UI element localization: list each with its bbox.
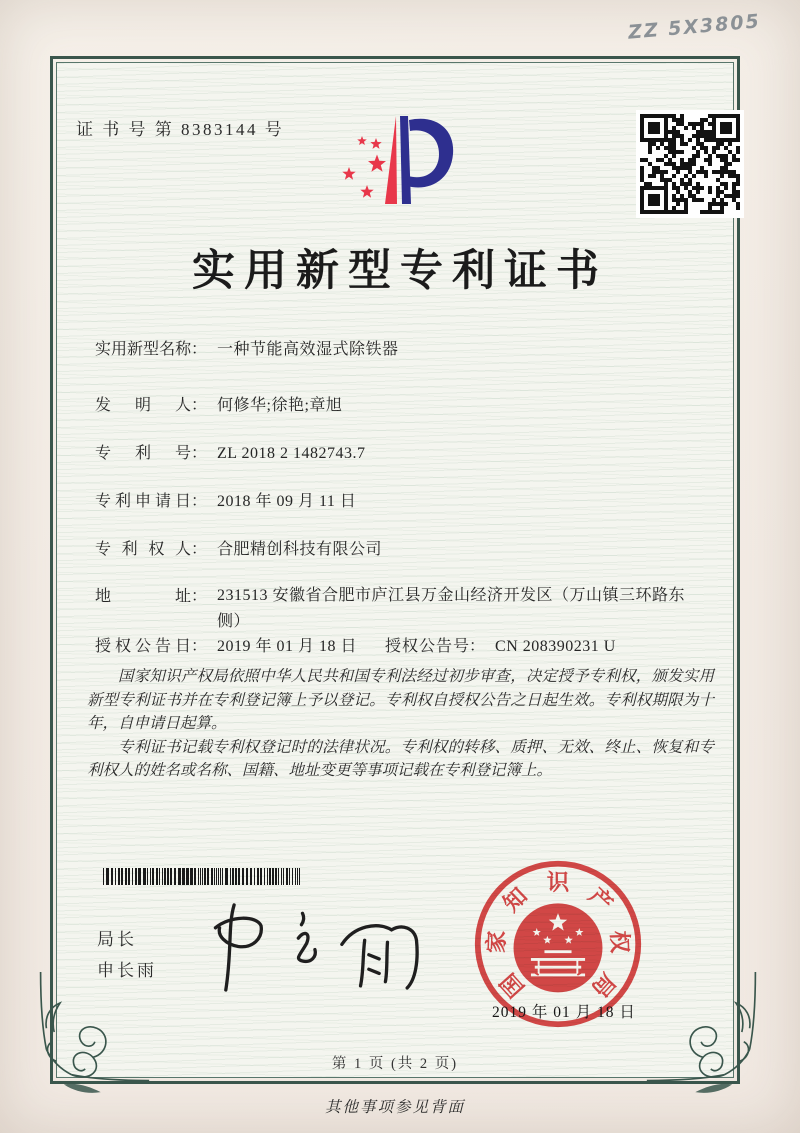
field-value: 2018 年 09 月 11 日 [217, 493, 357, 510]
legal-paragraph-1: 国家知识产权局依照中华人民共和国专利法经过初步审查，决定授予专利权，颁发实用新型专利证书并在专利登记簿上予以登记。专利权自授权公告之日起生效。专利权期限为十年，自申请日起算。 [87, 668, 714, 733]
handwritten-note: ZZ 5X3805 [627, 10, 762, 44]
legal-paragraph-2: 专利证书记载专利权登记时的法律状况。专利权的转移、质押、无效、终止、恢复和专利权人的姓名或名称、国籍、地址变更等事项记载在专利登记簿上。 [87, 738, 714, 780]
field-row-patent-no [95, 440, 365, 463]
field-value: CN 208390231 U [495, 638, 616, 655]
field-label: 发 明 人 [95, 397, 191, 414]
field-label: 专 利 权 人 [95, 541, 191, 558]
field-label: 授 权 公 告 号 [385, 638, 469, 655]
corner-flourish-icon [32, 972, 150, 1098]
page-number: 第 1 页 (共 2 页) [331, 1056, 459, 1072]
field-row-address [95, 583, 695, 635]
field-row-name [95, 336, 399, 359]
field-value: 2019 年 01 月 18 日 [217, 638, 358, 655]
field-grant-no [385, 633, 616, 656]
field-label: 专 利 申 请 日 [95, 493, 191, 510]
handwritten-signature-icon [203, 890, 431, 1005]
colon: ： [191, 638, 208, 655]
cnipa-patent-logo-icon [333, 110, 465, 238]
field-row-patentee [95, 536, 382, 559]
barcode-icon [103, 868, 308, 885]
field-row-inventor [95, 392, 342, 415]
qr-code-icon [636, 110, 744, 218]
colon: ： [191, 397, 208, 414]
seal-ring-text: 国 家 知 识 产 权 局 [483, 870, 633, 1002]
corner-flourish-icon [646, 972, 764, 1098]
field-label: 授 权 公 告 日 [95, 638, 191, 655]
field-value: ZL 2018 2 1482743.7 [217, 445, 366, 462]
signer-title: 局长 [97, 930, 137, 949]
colon: ： [191, 588, 208, 605]
field-label: 实 用 新 型 名 称 [95, 341, 192, 358]
signer-name: 申长雨 [97, 961, 157, 980]
colon: ： [191, 493, 208, 510]
field-value: 何修华;徐艳;章旭 [217, 397, 343, 414]
field-row-filing-date [95, 488, 356, 511]
field-value: 一种节能高效湿式除铁器 [217, 341, 399, 358]
colon: ： [191, 445, 208, 462]
colon: ： [191, 541, 208, 558]
field-value: 合肥精创科技有限公司 [217, 541, 383, 558]
field-label: 地 址 [95, 588, 191, 605]
field-value: 231513 安徽省合肥市庐江县万金山经济开发区（万山镇三环路东侧） [217, 587, 686, 630]
back-note: 其他事项参见背面 [324, 1099, 465, 1116]
field-label: 专 利 号 [95, 445, 191, 462]
certificate-number: 证 书 号 第 8383144 号 [76, 120, 285, 139]
certificate-title: 实用新型专利证书 [192, 248, 608, 295]
colon: ： [469, 638, 486, 655]
legal-text [87, 665, 714, 783]
seal-date: 2019 年 01 月 18 日 [492, 1004, 636, 1021]
colon: ： [191, 341, 208, 358]
field-row-grant [95, 633, 616, 656]
